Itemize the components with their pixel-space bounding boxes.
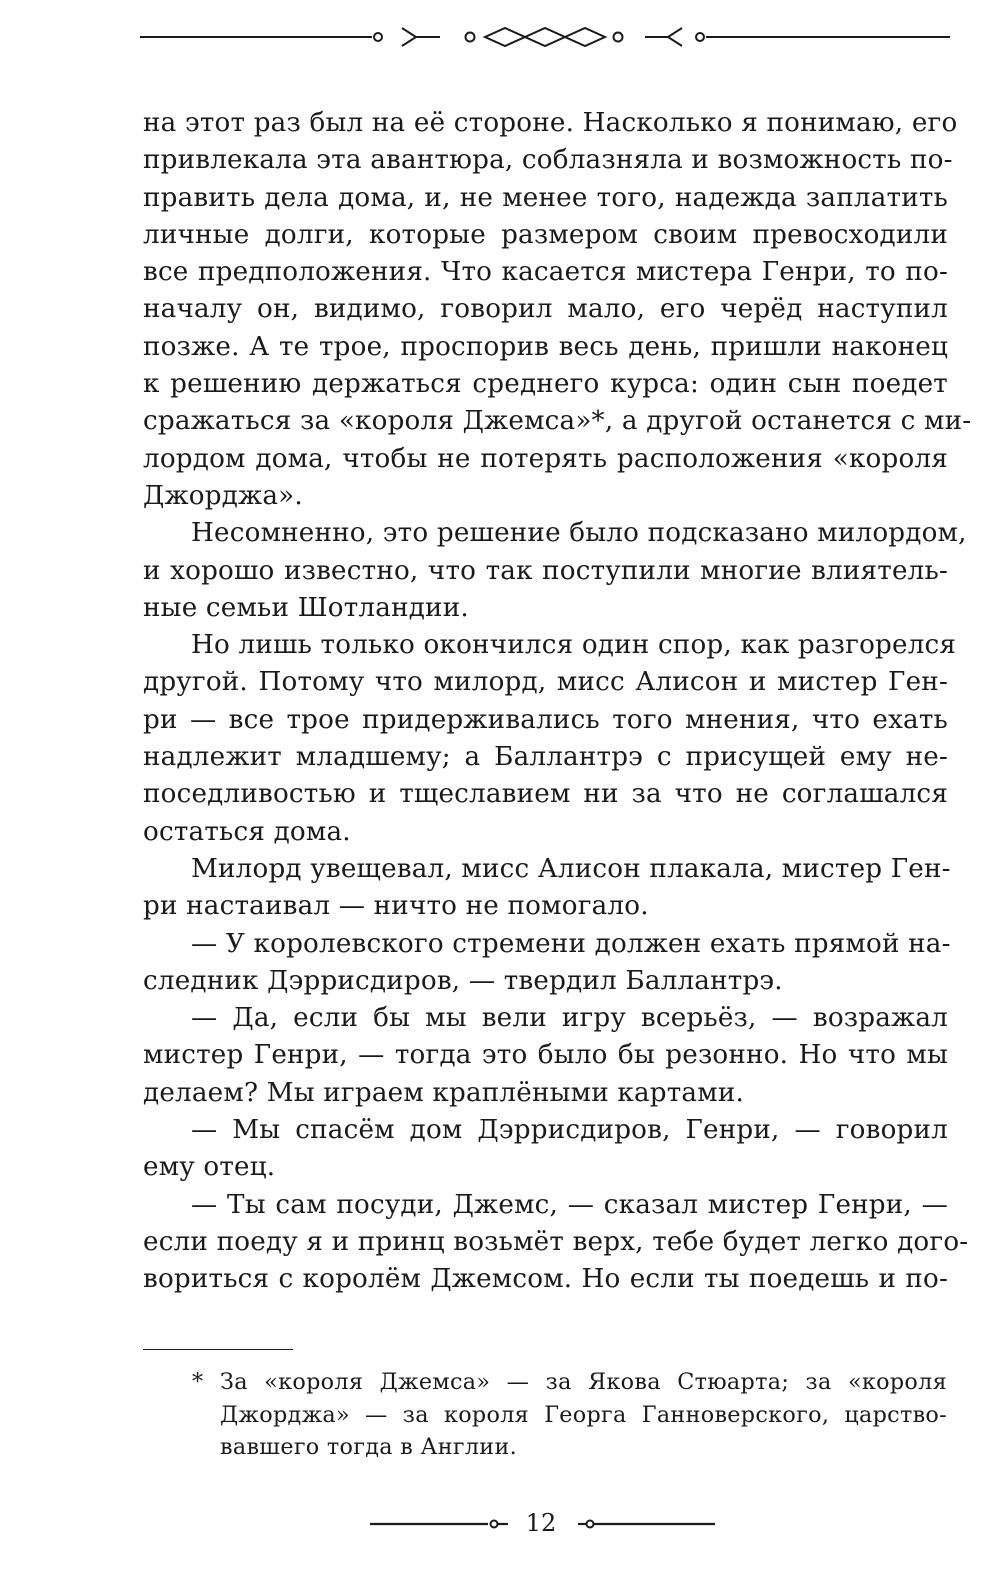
text-line: Джорджа». [143, 480, 303, 511]
footnote-line: Джорджа» — за короля Георга Ганноверского, царство- [220, 1401, 947, 1428]
text-line: если поеду я и принц возьмёт верх, тебе будет легко дого- [143, 1226, 969, 1257]
dialogue-paragraph [143, 926, 951, 1001]
text-line: мистер Генри, — тогда это было бы резонно. Но что мы [143, 1040, 948, 1071]
text-line: надлежит младшему; а Баллантрэ с присущей ему не- [143, 742, 948, 773]
text-line: делаем? Мы играем краплёными картами. [143, 1077, 744, 1108]
footnote [192, 1366, 947, 1464]
text-line: началу он, видимо, говорил мало, его черёд наступил [143, 294, 948, 325]
text-line: сражаться за «короля Джемса»*, а другой останется с ми- [143, 406, 972, 437]
text-line: ему отец. [143, 1152, 276, 1183]
text-line: к решению держаться среднего курса: один сын поедет [143, 369, 948, 400]
text-line: вориться с королём Джемсом. Но если ты поедешь и по- [143, 1264, 948, 1295]
text-line: позже. А те трое, проспорив весь день, пришли наконец [143, 331, 948, 362]
text-line: ри настаивал — ничто не помогало. [143, 891, 649, 922]
text-line: и хорошо известно, что так поступили многие влиятель- [143, 555, 948, 586]
text-line: Несомненно, это решение было подсказано милордом, [191, 518, 967, 549]
footnote-divider [143, 1349, 293, 1350]
text-line: Милорд увещевал, мисс Алисон плакала, мистер Ген- [191, 853, 951, 884]
paragraph [143, 515, 967, 627]
text-line: — Ты сам посуди, Джемс, — сказал мистер Генри, — [191, 1189, 948, 1220]
main-text [143, 105, 972, 1299]
text-line: Но лишь только окончился один спор, как разгорелся [191, 630, 957, 661]
text-line: править дела дома, и, не менее того, надежда заплатить [143, 182, 948, 213]
text-line: — Мы спасём дом Дэррисдиров, Генри, — говорил [191, 1115, 948, 1146]
text-line: ные семьи Шотландии. [143, 592, 469, 623]
text-line: остаться дома. [143, 816, 351, 847]
text-line: следник Дэррисдиров, — твердил Баллантрэ. [143, 965, 783, 996]
page-number: 12 [525, 1509, 557, 1537]
footnote-line: За «короля Джемса» — за Якова Стюарта; за «короля [220, 1369, 947, 1395]
dialogue-paragraph [143, 1000, 948, 1112]
text-line: личные долги, которые размером своим превосходили [143, 219, 948, 250]
text-line: — У королевского стремени должен ехать прямой на- [191, 928, 951, 959]
dialogue-paragraph [143, 1112, 948, 1187]
text-line: все предположения. Что касается мистера Генри, то по- [143, 257, 948, 288]
footnote-line: вавшего тогда в Англии. [220, 1434, 518, 1460]
text-line: лордом дома, чтобы не потерять расположения «короля [143, 443, 948, 474]
dialogue-paragraph [143, 1187, 969, 1299]
paragraph [143, 105, 972, 515]
text-line: — Да, если бы мы вели игру всерьёз, — возражал [191, 1003, 948, 1034]
text-line: на этот раз был на её стороне. Насколько я понимаю, его [143, 108, 958, 138]
text-line: другой. Потому что милорд, мисс Алисон и мистер Ген- [143, 667, 948, 698]
footnote-mark: * [192, 1369, 204, 1395]
top-ornament [140, 22, 950, 52]
paragraph [143, 627, 957, 851]
text-line: ри — все трое придерживались того мнения, что ехать [143, 704, 948, 735]
text-line: привлекала эта авантюра, соблазняла и возможность по- [143, 145, 953, 176]
paragraph [143, 851, 951, 926]
text-line: поседливостью и тщеславием ни за что не соглашался [143, 779, 948, 810]
